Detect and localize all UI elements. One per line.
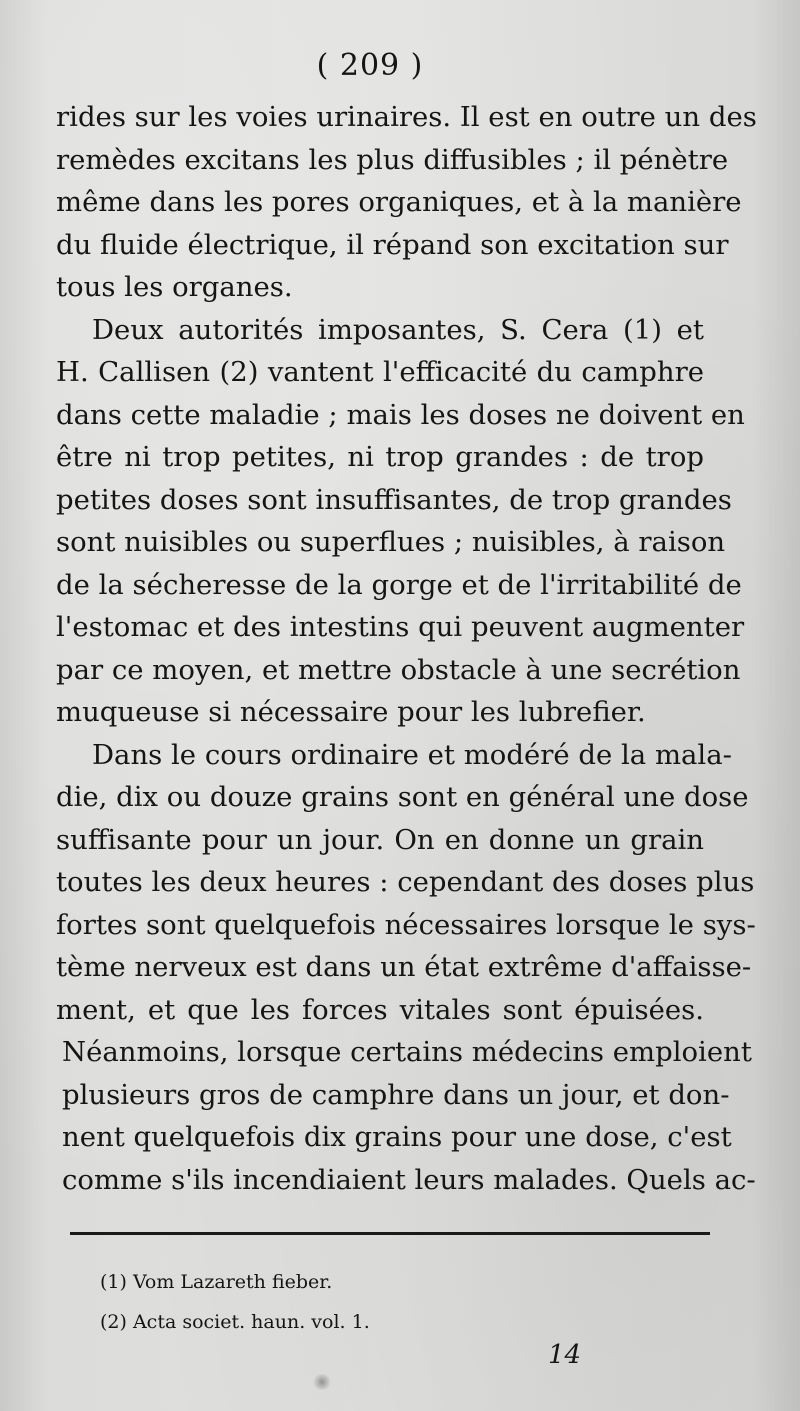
text-line: rides sur les voies urinaires. Il est en outre un des	[56, 101, 757, 133]
text-line: sont nuisibles ou superflues ; nuisibles, à raison	[56, 526, 726, 558]
text-line: dans cette maladie ; mais les doses ne doivent en	[56, 398, 745, 431]
text-line: petites doses sont insuffisantes, de trop grandes	[56, 483, 732, 516]
text-line: tous les organes.	[56, 271, 293, 303]
footnotes	[100, 1262, 600, 1342]
text-line: par ce moyen, et mettre obstacle à une secrétion	[56, 653, 741, 686]
text-line: H. Callisen (2) vantent l'efficacité du camphre	[56, 356, 704, 388]
footnote-1: (1) Vom Lazareth fieber.	[100, 1271, 333, 1293]
footnote-divider	[70, 1232, 710, 1235]
body-text	[56, 96, 757, 1201]
text-line: toutes les deux heures : cependant des doses plus	[56, 866, 755, 898]
text-line: l'estomac et des intestins qui peuvent augmenter	[56, 611, 745, 643]
text-line: de la sécheresse de la gorge et de l'irritabilité de	[56, 568, 742, 601]
text-line: suffisante pour un jour. On en donne un grain	[56, 823, 704, 856]
text-line: même dans les pores organiques, et à la manière	[56, 186, 742, 218]
text-line: ment, et que les forces vitales sont épuisées.	[56, 993, 704, 1026]
text-line: Néanmoins, lorsque certains médecins emploient	[62, 1036, 752, 1068]
text-line: nent quelquefois dix grains pour une dose, c'est	[62, 1121, 732, 1153]
text-line: tème nerveux est dans un état extrême d'affaisse-	[56, 951, 752, 983]
footnote-2: (2) Acta societ. haun. vol. 1.	[100, 1311, 370, 1333]
text-line: Deux autorités imposantes, S. Cera (1) et	[92, 313, 704, 346]
text-line: remèdes excitans les plus diffusibles ; il pénètre	[56, 143, 729, 176]
text-line: comme s'ils incendiaient leurs malades. Quels ac-	[62, 1163, 756, 1196]
ink-smudge	[312, 1374, 332, 1390]
text-line: être ni trop petites, ni trop grandes : de trop	[56, 441, 704, 473]
text-line: plusieurs gros de camphre dans un jour, et don-	[62, 1078, 730, 1111]
text-line: muqueuse si nécessaire pour les lubrefier.	[56, 696, 646, 728]
text-line: die, dix ou douze grains sont en général une dose	[56, 781, 749, 813]
text-line: du fluide électrique, il répand son excitation sur	[56, 228, 729, 261]
text-line: Dans le cours ordinaire et modéré de la mala-	[92, 738, 732, 771]
text-line: fortes sont quelquefois nécessaires lorsque le sys-	[56, 908, 756, 941]
page-number: ( 209 )	[316, 48, 424, 83]
signature-mark: 14	[548, 1340, 582, 1370]
